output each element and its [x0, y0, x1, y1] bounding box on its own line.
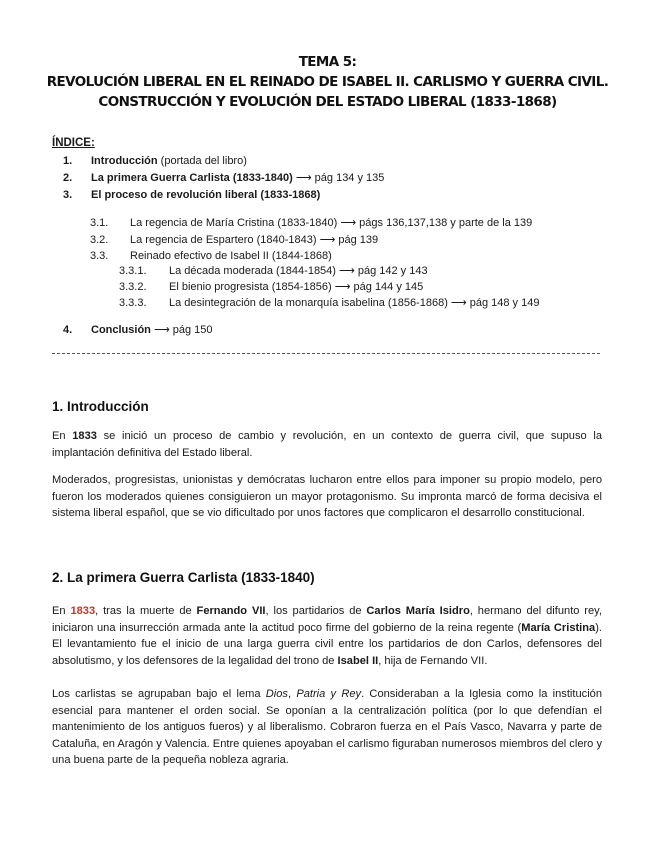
document-title [0, 52, 655, 112]
section-2-heading: 2. La primera Guerra Carlista (1833-1840) [52, 570, 315, 585]
tema-label: TEMA 5: [298, 54, 357, 70]
title-line-1: REVOLUCIÓN LIBERAL EN EL REINADO DE ISABEL II. CARLISMO Y GUERRA CIVIL. [46, 74, 609, 90]
section-1-heading: 1. Introducción [52, 399, 149, 414]
document-page: TEMA 5: REVOLUCIÓN LIBERAL EN EL REINADO DE ISABEL II. CARLISMO Y GUERRA CIVIL. CONSTRUCCIÓN Y EVOLUCIÓN DEL ESTADO LIBERAL (1833-1868) ÍNDICE: 1. Introducción (portada del libro) 2. La primera Guerra Carlista (1833-1840) ⟶ pág 134 y 135 3. El proceso de revolución liberal (1833-1868) 3.1. La regencia de María Cristina (1833-1840) ⟶ págs 136,137,138 y parte de la 139 3.2. La regencia de Espartero (1840-1843) ⟶ pág 139 3.3. Reinado efectivo de Isabel II (1844-1868) 3.3.1. La década moderada (1844-1854) ⟶ pág 142 y 143 3.3.2. El bienio progresista (1854-1856) ⟶ pág 144 y 145 3.3.3. La desintegración de la monarquía isabelina (1856-1868) ⟶ pág 148 y 149 4. Conclusión ⟶ pág 150 1. Introducción En 1833 se inició un proceso de cambio y revolución, en un contexto de guerra civil, que supuso la implantación definitiva del Estado liberal. Moderados, progresistas, unionistas y demócratas lucharon entre ellos para imponer su propio modelo, pero fueron los moderados quienes consiguieron un mayor protagonismo. Su impronta marcó de forma decisiva el sistema liberal español, que se vio dificultado por unos factores que complicaron el desarrollo constitucional. 2. La primera Guerra Carlista (1833-1840) En 1833, tras la muerte de Fernando VII, los partidarios de Carlos María Isidro, hermano del difunto rey, iniciaron una insurrección armada ante la actitud poco firme del gobierno de la reina regente (María Cristina). El levantamiento fue el inicio de una larga guerra civil entre los partidarios de don Carlos, defensores del absolutismo, y los defensores de la legalidad del trono de Isabel II, hija de Fernando VII. Los carlistas se agrupaban bajo el lema Dios, Patria y Rey. Consideraban a la Iglesia como la institución esencial para mantener el orden social. Se oponían a la centralización política (por lo que defendían el mantenimiento de los antiguos fueros) y al liberalismo. Cobraron fuerza en el País Vasco, Navarra y parte de Cataluña, en Aragón y Valencia. Entre quienes apoyaban el carlismo figuraban numerosos miembros del clero y una buena parte de la pequeña nobleza agraria. [0, 0, 655, 848]
title-line-2: CONSTRUCCIÓN Y EVOLUCIÓN DEL ESTADO LIBERAL (1833-1868) [98, 94, 557, 110]
section-1-paragraph-2: Moderados, progresistas, unionistas y demócratas lucharon entre ellos para imponer su propio modelo, pero fueron los moderados quienes consiguieron un mayor protagonismo. Su impronta marcó de forma decisiva el sistema liberal español, que se vio dificultado por unos factores que complicaron el desarrollo constitucional. [52, 474, 602, 520]
index-heading: ÍNDICE: [52, 137, 95, 149]
section-2-paragraph-1: En 1833, tras la muerte de Fernando VII, los partidarios de Carlos María Isidro, hermano del difunto rey, iniciaron una insurrección armada ante la actitud poco firme del gobierno de la reina regente (María Cristina). El levantamiento fue el inicio de una larga guerra civil entre los partidarios de don Carlos, defensores del absolutismo, y los defensores de la legalidad del trono de Isabel II, hija de Fernando VII. [52, 605, 602, 667]
section-1-paragraph-1: En 1833 se inició un proceso de cambio y revolución, en un contexto de guerra civil, que supuso la implantación definitiva del Estado liberal. [52, 430, 602, 459]
section-2-paragraph-2: Los carlistas se agrupaban bajo el lema Dios, Patria y Rey. Consideraban a la Iglesia como la institución esencial para mantener el orden social. Se oponían a la centralización política (por lo que defendían el mantenimiento de los antiguos fueros) y al liberalismo. Cobraron fuerza en el País Vasco, Navarra y parte de Cataluña, en Aragón y Valencia. Entre quienes apoyaban el carlismo figuraban numerosos miembros del clero y una buena parte de la pequeña nobleza agraria. [52, 688, 602, 767]
section-divider [52, 353, 600, 354]
